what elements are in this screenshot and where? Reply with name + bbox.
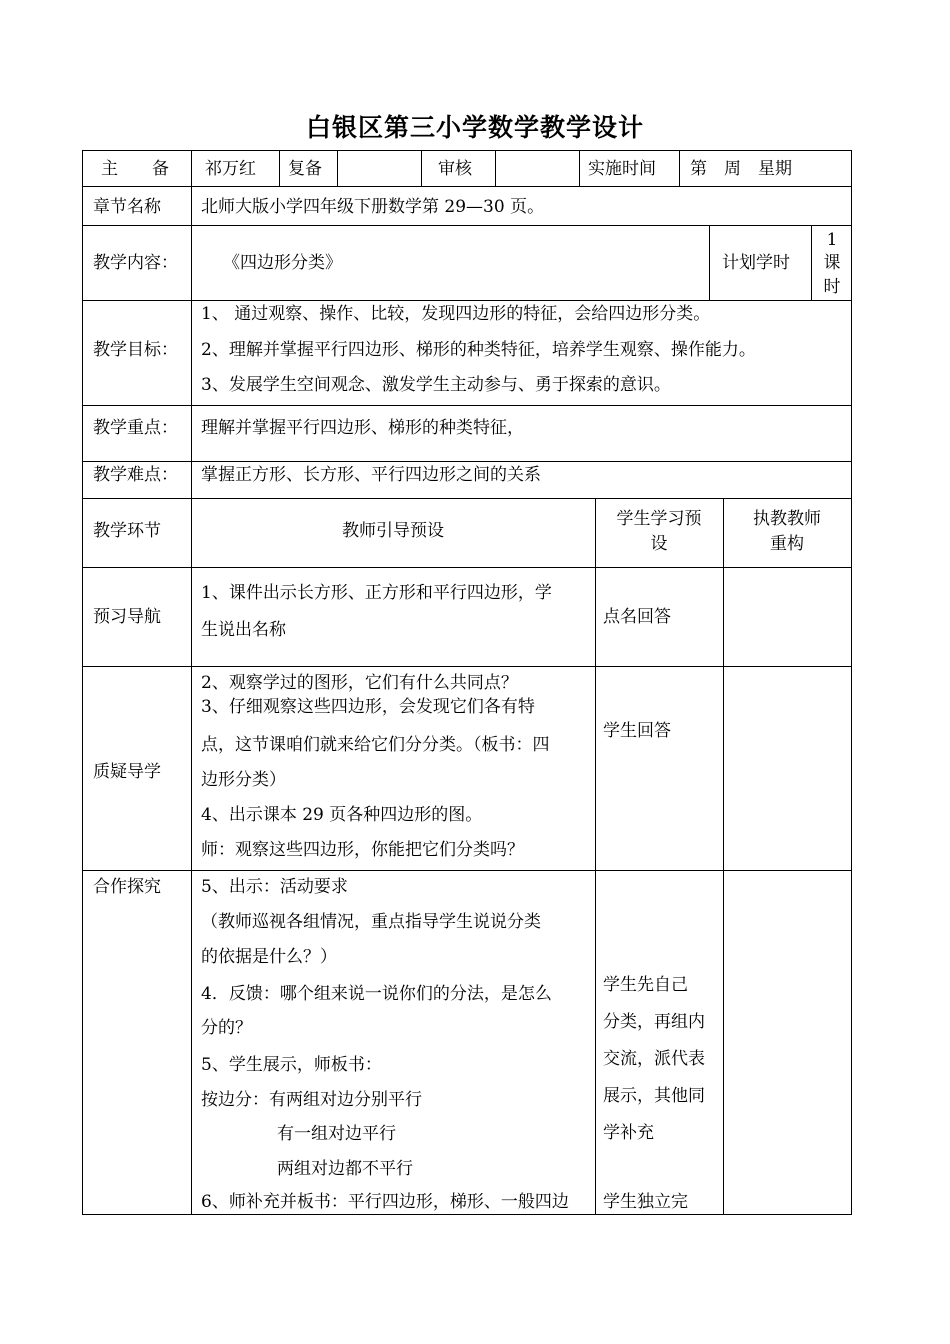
student-text-line: 学生先自己 (603, 975, 688, 995)
teacher-text-line: 边形分类） (201, 770, 286, 790)
student-column-header: 学生学习预 (616, 509, 702, 529)
chapter-label: 章节名称 (93, 197, 161, 217)
teacher-column-header: 教师引导预设 (342, 521, 444, 541)
col-divider (595, 498, 596, 1214)
col-divider (579, 151, 580, 186)
teacher-text-line: 师：观察这些四边形，你能把它们分类吗？ (201, 840, 524, 860)
teacher-text-line: 的依据是什么？） (201, 947, 337, 967)
schedule-label: 实施时间 (588, 159, 656, 179)
teacher-text-line: 两组对边都不平行 (277, 1159, 413, 1179)
student-text-line: 学生独立完 (603, 1192, 688, 1212)
col-divider (191, 151, 192, 1214)
content-value: 《四边形分类》 (223, 253, 342, 273)
lesson-plan-table (82, 150, 852, 1215)
student-text-line: 展示，其他同 (603, 1086, 705, 1106)
student-text-line: 学补充 (603, 1123, 654, 1143)
teacher-text-line: （教师巡视各组情况，重点指导学生说说分类 (201, 912, 541, 932)
teacher-text-line: 5、出示：活动要求 (201, 877, 348, 897)
col-divider (811, 225, 812, 300)
student-column-header: 设 (650, 534, 668, 554)
col-divider (495, 151, 496, 186)
student-text-line: 点名回答 (603, 607, 671, 627)
row-divider (83, 567, 851, 568)
teacher-text-line: 1、课件出示长方形、正方形和平行四边形，学 (201, 583, 552, 603)
plan-hours-value: 课 (823, 253, 841, 273)
teacher-text-line: 生说出名称 (201, 620, 286, 640)
prep-teacher-value: 祁万红 (205, 159, 256, 179)
col-divider (709, 225, 710, 300)
teacher-text-line: 6、师补充并板书：平行四边形，梯形、一般四边 (201, 1192, 569, 1212)
prep-teacher-label: 主 备 (101, 159, 169, 179)
page-title: 白银区第三小学数学教学设计 (305, 113, 644, 142)
plan-hours-label: 计划学时 (722, 253, 790, 273)
teacher-text-line: 有一组对边平行 (277, 1124, 396, 1144)
goals-label: 教学目标： (93, 340, 178, 360)
chapter-value: 北师大版小学四年级下册数学第 29—30 页。 (201, 197, 545, 217)
row-divider (83, 870, 851, 871)
schedule-value: 第 周 星期 (690, 159, 792, 179)
teacher-text-line: 5、学生展示，师板书： (201, 1055, 382, 1075)
content-label: 教学内容： (93, 253, 178, 273)
review-prep-label: 复备 (288, 159, 322, 179)
audit-label: 审核 (438, 159, 472, 179)
reconstruct-column-header: 重构 (770, 534, 804, 554)
key-point-value: 理解并掌握平行四边形、梯形的种类特征， (201, 418, 524, 438)
student-text-line: 交流，派代表 (603, 1049, 705, 1069)
col-divider (421, 151, 422, 186)
row-divider (83, 461, 851, 462)
goal-item: 1、 通过观察、操作、比较，发现四边形的特征，会给四边形分类。 (201, 304, 711, 324)
student-text-line: 学生回答 (603, 721, 671, 741)
difficulty-value: 掌握正方形、长方形、平行四边形之间的关系 (201, 465, 541, 485)
teacher-text-line: 分的？ (201, 1018, 252, 1038)
plan-hours-value: 1 (826, 230, 838, 250)
teacher-text-line: 点，这节课咱们就来给它们分分类。（板书：四 (201, 735, 550, 755)
teacher-text-line: 4、出示课本 29 页各种四边形的图。 (201, 805, 483, 825)
row-divider (83, 186, 851, 187)
row-divider (83, 666, 851, 667)
teacher-text-line: 按边分：有两组对边分别平行 (201, 1090, 422, 1110)
teacher-text-line: 3、仔细观察这些四边形，会发现它们各有特 (201, 697, 535, 717)
col-divider (279, 151, 280, 186)
row-divider (83, 405, 851, 406)
teacher-text-line: 4．反馈：哪个组来说一说你们的分法，是怎么 (201, 984, 552, 1004)
stage-label: 质疑导学 (93, 762, 161, 782)
stage-label: 合作探究 (93, 877, 161, 897)
col-divider (723, 498, 724, 1214)
col-divider (337, 151, 338, 186)
plan-hours-value: 时 (823, 277, 841, 297)
goal-item: 2、理解并掌握平行四边形、梯形的种类特征，培养学生观察、操作能力。 (201, 340, 756, 360)
key-point-label: 教学重点： (93, 418, 178, 438)
teacher-text-line: 2、观察学过的图形，它们有什么共同点？ (201, 673, 518, 693)
row-divider (83, 225, 851, 226)
reconstruct-column-header: 执教教师 (753, 509, 821, 529)
col-divider (679, 151, 680, 186)
row-divider (83, 300, 851, 301)
stage-label: 预习导航 (93, 607, 161, 627)
stage-column-header: 教学环节 (93, 521, 161, 541)
student-text-line: 分类，再组内 (603, 1012, 705, 1032)
goal-item: 3、发展学生空间观念、激发学生主动参与、勇于探索的意识。 (201, 375, 671, 395)
difficulty-label: 教学难点： (93, 465, 178, 485)
row-divider (83, 498, 851, 499)
